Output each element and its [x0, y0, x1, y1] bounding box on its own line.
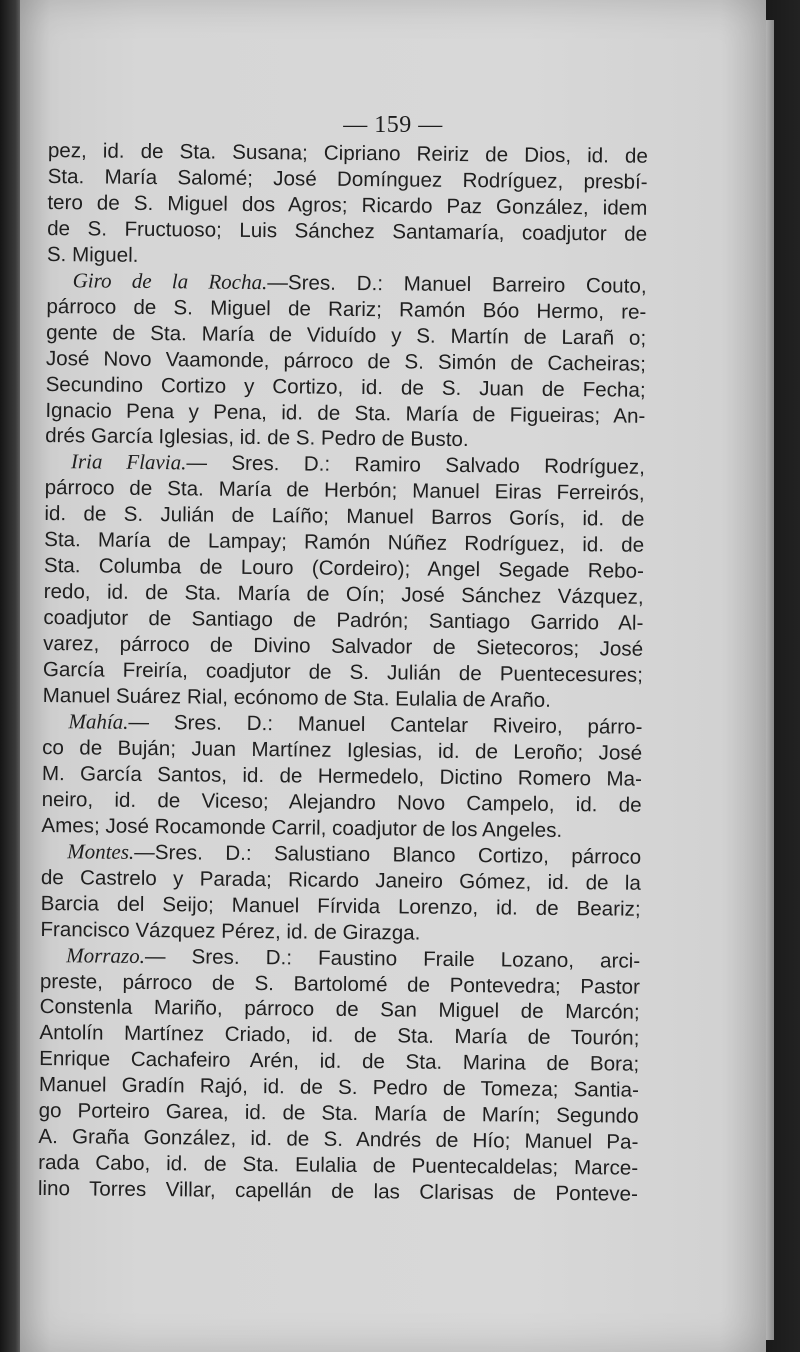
line-text: párroco de Sta. María de Herbón; Manuel Eiras Ferreirós, — [44, 476, 645, 506]
place-heading: Iria Flavia. — [70, 449, 187, 475]
place-heading: Giro de la Rocha. — [72, 268, 268, 294]
line-text: Manuel Suárez Rial, ecónomo de Sta. Eulalia de Araño. — [42, 683, 552, 712]
place-heading: Montes. — [67, 838, 135, 864]
line-text: Ames; José Rocamonde Carril, coadjutor de los Angeles. — [41, 813, 563, 842]
line-text: gente de Sta. María de Viduído y S. Martín de Larañ o; — [46, 320, 647, 350]
line-text: Ignacio Pena y Pena, id. de Sta. María de Figueiras; An- — [45, 398, 646, 428]
line-text: Secundino Cortizo y Cortizo, id. de S. Juan de Fecha; — [45, 372, 646, 402]
line-text: Francisco Vázquez Pérez, id. de Girazga. — [40, 917, 421, 945]
line-text: coadjutor de Santiago de Padrón; Santiago Garrido Al- — [43, 606, 644, 635]
line-text: Sta. Columba de Louro (Cordeiro); Angel Segade Rebo- — [43, 554, 644, 583]
line-text: co de Buján; Juan Martínez Iglesias, id. de Leroño; José — [42, 735, 643, 765]
line-text: M. García Santos, id. de Hermedelo, Dictino Romero Ma- — [41, 761, 642, 791]
line-text: Barcia del Seijo; Manuel Fírvida Lorenzo, id. de Beariz; — [40, 891, 641, 921]
line-text: drés García Iglesias, id. de S. Pedro de Busto. — [45, 424, 469, 452]
line-text: redo, id. de Sta. María de Oín; José Sánchez Vázquez, — [43, 580, 644, 609]
page-body-text — [38, 138, 648, 1208]
line-text: García Freiría, coadjutor de S. Julián de Puentecesures; — [42, 658, 643, 687]
line-text: párroco de S. Miguel de Rariz; Ramón Bóo Hermo, re- — [46, 294, 647, 324]
line-text: pez, id. de Sta. Susana; Cipriano Reiriz de Dios, id. de — [47, 138, 648, 168]
book-page — [20, 0, 766, 1352]
line-text: — Sres. D.: Ramiro Salvado Rodríguez, — [186, 451, 645, 480]
text-line — [38, 1176, 638, 1208]
line-text: A. Graña González, id. de S. Andrés de Hío; Manuel Pa- — [38, 1125, 639, 1154]
line-text: Enrique Cachafeiro Arén, id. de Sta. Marina de Bora; — [39, 1047, 640, 1077]
page-number: — 159 — — [343, 112, 443, 138]
line-text: —Sres. D.: Manuel Barreiro Couto, — [267, 270, 647, 298]
line-text: Sta. María de Lampay; Ramón Núñez Rodríguez, id. de — [44, 528, 645, 558]
line-text: de Castrelo y Parada; Ricardo Janeiro Gómez, id. de la — [40, 865, 641, 895]
line-text: Sta. María Salomé; José Domínguez Rodríguez, presbí- — [47, 164, 648, 194]
line-text: S. Miguel. — [46, 242, 139, 267]
line-text: Manuel Gradín Rajó, id. de S. Pedro de Tomeza; Santia- — [38, 1073, 639, 1103]
line-text: José Novo Vaamonde, párroco de S. Simón de Cacheiras; — [45, 346, 646, 376]
line-text: rada Cabo, id. de Sta. Eulalia de Puentecaldelas; Marce- — [38, 1151, 639, 1180]
line-text: varez, párroco de Divino Salvador de Sietecoros; José — [43, 632, 644, 661]
line-text: — Sres. D.: Manuel Cantelar Riveiro, párro- — [128, 710, 643, 739]
line-text: lino Torres Villar, capellán de las Clarisas de Ponteve- — [37, 1177, 638, 1206]
line-text: Constenla Mariño, párroco de San Miguel de Marcón; — [39, 995, 640, 1025]
line-text: Antolín Martínez Criado, id. de Sta. María de Tourón; — [39, 1021, 640, 1051]
line-text: tero de S. Miguel dos Agros; Ricardo Paz González, idem — [47, 190, 648, 220]
line-text: de S. Fructuoso; Luis Sánchez Santamaría, coadjutor de — [47, 216, 648, 246]
line-text: neiro, id. de Viceso; Alejandro Novo Campelo, id. de — [41, 787, 642, 817]
place-heading: Morrazo. — [66, 942, 146, 968]
line-text: preste, párroco de S. Bartolomé de Pontevedra; Pastor — [39, 969, 640, 999]
line-text: id. de S. Julián de Laíño; Manuel Barros Gorís, id. de — [44, 502, 645, 532]
place-heading: Mahía. — [68, 709, 129, 734]
line-text: —Sres. D.: Salustiano Blanco Cortizo, párroco — [134, 840, 642, 869]
line-text: go Porteiro Garea, id. de Sta. María de Marín; Segundo — [38, 1099, 639, 1128]
line-text: — Sres. D.: Faustino Fraile Lozano, arci- — [144, 944, 641, 973]
